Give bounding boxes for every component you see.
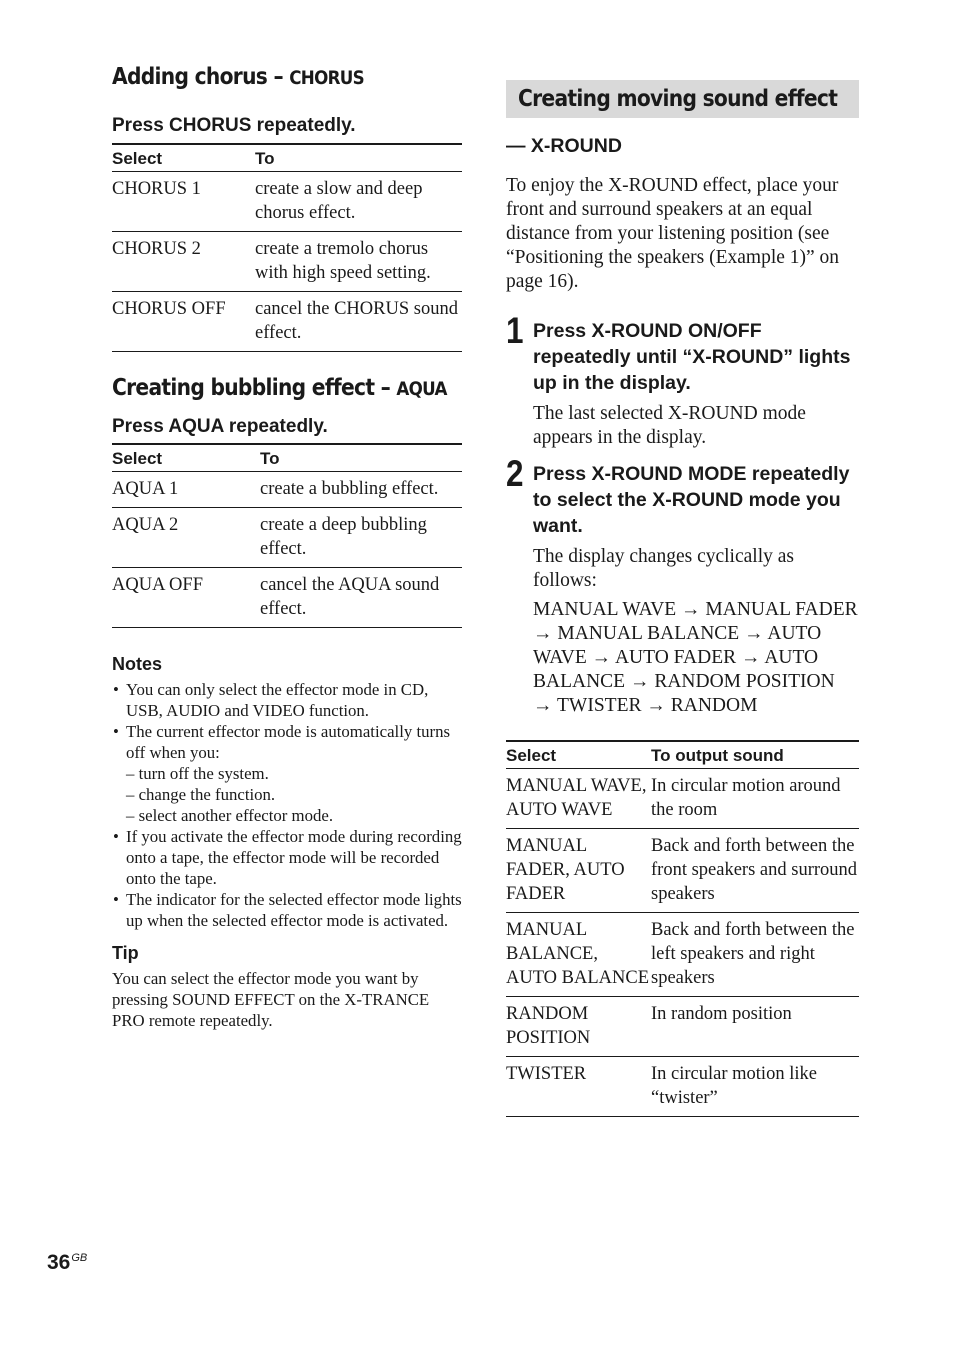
mode-sequence: MANUAL WAVE → MANUAL FADER → MANUAL BALANCE → AUTO WAVE → AUTO FADER → AUTO BALANCE → RANDOM POSITION → TWISTER → RANDOM [533, 599, 858, 716]
table-header: To [260, 444, 462, 472]
table-header: To output sound [651, 741, 859, 769]
table-cell: CHORUS 2 [112, 232, 255, 292]
table-row [506, 829, 859, 913]
table-header: Select [506, 741, 651, 769]
table-cell: CHORUS OFF [112, 292, 255, 352]
table-cell: Back and forth between the left speakers and right speakers [651, 913, 859, 997]
table-row [112, 232, 462, 292]
table-row [112, 172, 462, 232]
table-row [112, 508, 462, 568]
table-row [506, 1057, 859, 1117]
table-header: To [255, 144, 462, 172]
notes-list [112, 679, 462, 931]
step-body: The display changes cyclically as follows: [533, 546, 794, 591]
table-row [506, 913, 859, 997]
table-cell: create a bubbling effect. [260, 472, 462, 508]
table-cell: create a tremolo chorus with high speed setting. [255, 232, 462, 292]
table-cell: MANUAL FADER, AUTO FADER [506, 829, 651, 913]
step-number: 2 [506, 453, 524, 494]
step-2 [506, 453, 859, 718]
step-body: The last selected X-ROUND mode appears in the display. [533, 403, 806, 448]
chorus-instruction: Press CHORUS repeatedly. [112, 115, 356, 136]
table-cell: create a slow and deep chorus effect. [255, 172, 462, 232]
chorus-heading: Adding chorus – CHORUS [112, 64, 364, 90]
sub-item: – turn off the system. [126, 764, 269, 783]
table-cell: MANUAL WAVE, AUTO WAVE [506, 769, 651, 829]
x-round-subtitle: — X-ROUND [506, 135, 622, 157]
notes-heading: Notes [112, 654, 163, 674]
notes-sublist [126, 763, 462, 826]
left-column [112, 64, 462, 1031]
table-cell: MANUAL BALANCE, AUTO BALANCE [506, 913, 651, 997]
sub-item: – change the function. [126, 785, 276, 804]
aqua-table [112, 443, 462, 628]
list-item: • You can only select the effector mode in CD, USB, AUDIO and VIDEO function. [112, 679, 462, 721]
table-cell: Back and forth between the front speakers and surround speakers [651, 829, 859, 913]
table-row [112, 472, 462, 508]
tip-heading: Tip [112, 943, 139, 963]
step-number: 1 [506, 310, 524, 351]
sub-item: – select another effector mode. [126, 806, 334, 825]
table-cell: AQUA 1 [112, 472, 260, 508]
table-cell: In random position [651, 997, 859, 1057]
moving-sound-heading: Creating moving sound effect [518, 86, 838, 112]
list-item: • The indicator for the selected effector mode lights up when the selected effector mode is activated. [112, 889, 462, 931]
list-item [112, 721, 462, 826]
step-1 [506, 310, 859, 450]
step-heading: Press X-ROUND MODE repeatedly to select the X-ROUND mode you want. [533, 463, 850, 537]
table-cell: AQUA OFF [112, 568, 260, 628]
table-row [112, 292, 462, 352]
chorus-table [112, 143, 462, 352]
list-item-text: The current effector mode is automatically turns off when you: [126, 722, 451, 762]
intro-text: To enjoy the X-ROUND effect, place your front and surround speakers at an equal distance from your listening position (see “Positioning the speakers (Example 1)” on page 16). [506, 175, 840, 292]
aqua-heading: Creating bubbling effect – AQUA [112, 375, 447, 401]
table-cell: TWISTER [506, 1057, 651, 1117]
tip-text: You can select the effector mode you want by pressing SOUND EFFECT on the X-TRANCE PRO remote repeatedly. [112, 969, 430, 1030]
table-header: Select [112, 144, 255, 172]
table-cell: In circular motion around the room [651, 769, 859, 829]
right-column [506, 80, 859, 1117]
table-header: Select [112, 444, 260, 472]
x-round-table [506, 740, 859, 1117]
page-number: $36^{GB}$ [47, 1251, 88, 1274]
aqua-instruction: Press AQUA repeatedly. [112, 416, 328, 437]
step-heading: Press X-ROUND ON/OFF repeatedly until “X-ROUND” lights up in the display. [533, 320, 851, 394]
table-row [506, 997, 859, 1057]
table-cell: cancel the CHORUS sound effect. [255, 292, 462, 352]
table-cell: CHORUS 1 [112, 172, 255, 232]
table-row [112, 568, 462, 628]
table-cell: AQUA 2 [112, 508, 260, 568]
table-cell: In circular motion like “twister” [651, 1057, 859, 1117]
list-item: • If you activate the effector mode during recording onto a tape, the effector mode will be recorded onto the tape. [112, 826, 462, 889]
table-row [506, 769, 859, 829]
page-suffix: GB [71, 1252, 88, 1264]
table-cell: cancel the AQUA sound effect. [260, 568, 462, 628]
table-cell: RANDOM POSITION [506, 997, 651, 1057]
section-banner [506, 80, 859, 118]
table-cell: create a deep bubbling effect. [260, 508, 462, 568]
